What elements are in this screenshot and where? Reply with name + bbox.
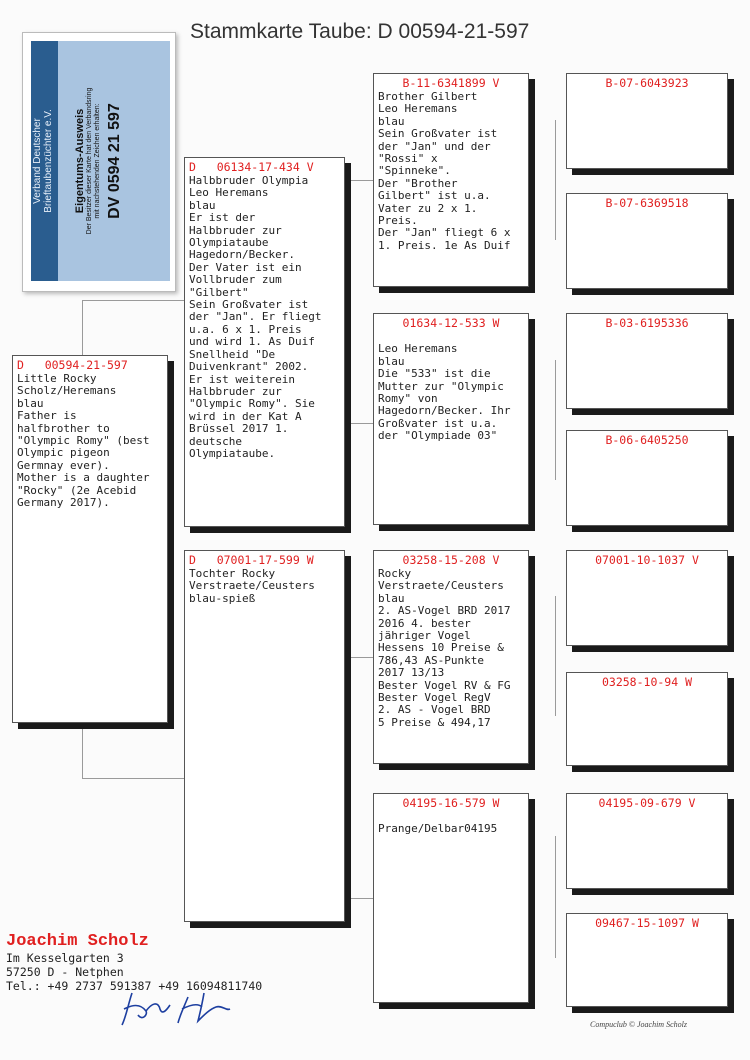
ring-number: D 07001-17-599 W: [189, 553, 314, 567]
pedigree-card-great-grandparent: [566, 913, 728, 1007]
badge-note-line1: Der Besitzer dieser Karte hat den Verbandsring: [86, 87, 93, 235]
pigeon-description: Tochter Rocky Verstraete/Ceusters blau-spieß: [189, 567, 315, 605]
pedigree-card-mf: [373, 550, 529, 764]
ring-number: 07001-10-1037 V: [595, 553, 699, 567]
connector: [345, 423, 373, 424]
connector: [345, 657, 373, 658]
connector: [555, 596, 556, 716]
ring-number: 03258-15-208 V: [402, 553, 500, 567]
ring-number: B-07-6043923: [605, 76, 689, 90]
ring-number: B-11-6341899 V: [402, 76, 500, 90]
ownership-card: [22, 32, 176, 292]
badge-number: DV 0594 21 597: [106, 103, 123, 219]
connector: [345, 898, 373, 899]
pedigree-card-subject: [12, 355, 168, 723]
pedigree-card-father: [184, 157, 345, 527]
signature-image: [118, 985, 248, 1030]
pedigree-card-great-grandparent: [566, 793, 728, 889]
connector: [345, 300, 346, 423]
ring-number: 01634-12-533 W: [402, 316, 500, 330]
owner-street: Im Kesselgarten 3: [6, 951, 124, 965]
connector: [345, 657, 346, 778]
pedigree-card-great-grandparent: [566, 73, 728, 169]
pedigree-card-mm: [373, 793, 529, 1003]
connector: [345, 180, 373, 181]
ring-number: B-03-6195336: [605, 316, 689, 330]
ring-number: B-07-6369518: [605, 196, 689, 210]
pigeon-description: Halbbruder Olympia Leo Heremans blau Er ist der Halbbruder zur Olympiataube Hagedorn/Becker. Der Vater ist ein Vollbruder zum "Gilbert" Sein Großvater ist der "Jan". Er fliegt u.a. 6 x 1. Preis und wird 1. As Duif Snellheid "De Duivenkrant" 2002. Er ist weiterein Halbbruder zur "Olympic Romy". Sie wird in der Kat A Brüssel 2017 1. deutsche Olympiataube.: [189, 174, 322, 460]
pedigree-card-great-grandparent: [566, 550, 728, 646]
pigeon-description: Rocky Verstraete/Ceusters blau 2. AS-Vogel BRD 2017 2016 4. bester jähriger Vogel Hessens 10 Preise & 786,43 AS-Punkte 2017 13/13 Bester Vogel RV & FG Bester Vogel RegV 2. AS - Vogel BRD 5 Preise & 494,17: [378, 567, 511, 729]
pedigree-card-great-grandparent: [566, 313, 728, 409]
connector: [82, 778, 185, 779]
connector: [82, 722, 83, 778]
connector: [345, 180, 346, 300]
owner-phone: Tel.: +49 2737 591387 +49 16094811740: [6, 979, 263, 993]
ring-number: 09467-15-1097 W: [595, 916, 699, 930]
ring-number: D 00594-21-597: [17, 358, 128, 372]
badge-content: [74, 43, 124, 279]
badge-org-line1: Verband Deutscher: [32, 118, 43, 204]
pedigree-card-fm: [373, 313, 529, 525]
connector: [345, 778, 346, 898]
ring-number: 04195-16-579 W: [402, 796, 500, 810]
pigeon-description: Brother Gilbert Leo Heremans blau Sein Großvater ist der "Jan" und der "Rossi" x "Spinneke". Der "Brother Gilbert" ist u.a. Vater zu 2 x 1. Preis. Der "Jan" fliegt 6 x 1. Preis. 1e As Duif: [378, 90, 511, 252]
pedigree-card-ff: [373, 73, 529, 287]
owner-city: 57250 D - Netphen: [6, 965, 124, 979]
ring-number: D 06134-17-434 V: [189, 160, 314, 174]
connector: [555, 120, 556, 240]
connector: [82, 300, 83, 355]
ring-number: B-06-6405250: [605, 433, 689, 447]
ring-number: 03258-10-94 W: [601, 675, 692, 689]
pedigree-card-great-grandparent: [566, 672, 728, 766]
pedigree-card-great-grandparent: [566, 430, 728, 526]
connector: [555, 360, 556, 480]
pedigree-card-mother: [184, 550, 345, 922]
badge-org: [32, 43, 54, 279]
owner-address: [6, 932, 262, 993]
pigeon-description: Little Rocky Scholz/Heremans blau Father is halfbrother to "Olympic Romy" (best Olympic pigeon Germnay ever). Mother is a daughter "Rocky" (2e Acebid Germany 2017).: [17, 372, 150, 510]
pedigree-card-great-grandparent: [566, 193, 728, 289]
page-title: Stammkarte Taube: D 00594-21-597: [190, 20, 530, 43]
software-credit: Compuclub © Joachim Scholz: [590, 1020, 687, 1029]
connector: [555, 836, 556, 958]
badge-org-line2: Brieftaubenzüchter e.V.: [43, 109, 54, 213]
pigeon-description: Prange/Delbar04195: [378, 822, 498, 836]
connector: [82, 300, 185, 301]
badge-note-line2: mit nachstehenden Zeichen erhalten:: [94, 103, 101, 219]
pigeon-description: Leo Heremans blau Die "533" ist die Mutter zur "Olympic Romy" von Hagedorn/Becker. Ihr Großvater ist u.a. der "Olympiade 03": [378, 342, 511, 443]
badge-title: Eigentums-Ausweis: [74, 108, 86, 214]
owner-name: Joachim Scholz: [6, 932, 149, 951]
ring-number: 04195-09-679 V: [598, 796, 696, 810]
